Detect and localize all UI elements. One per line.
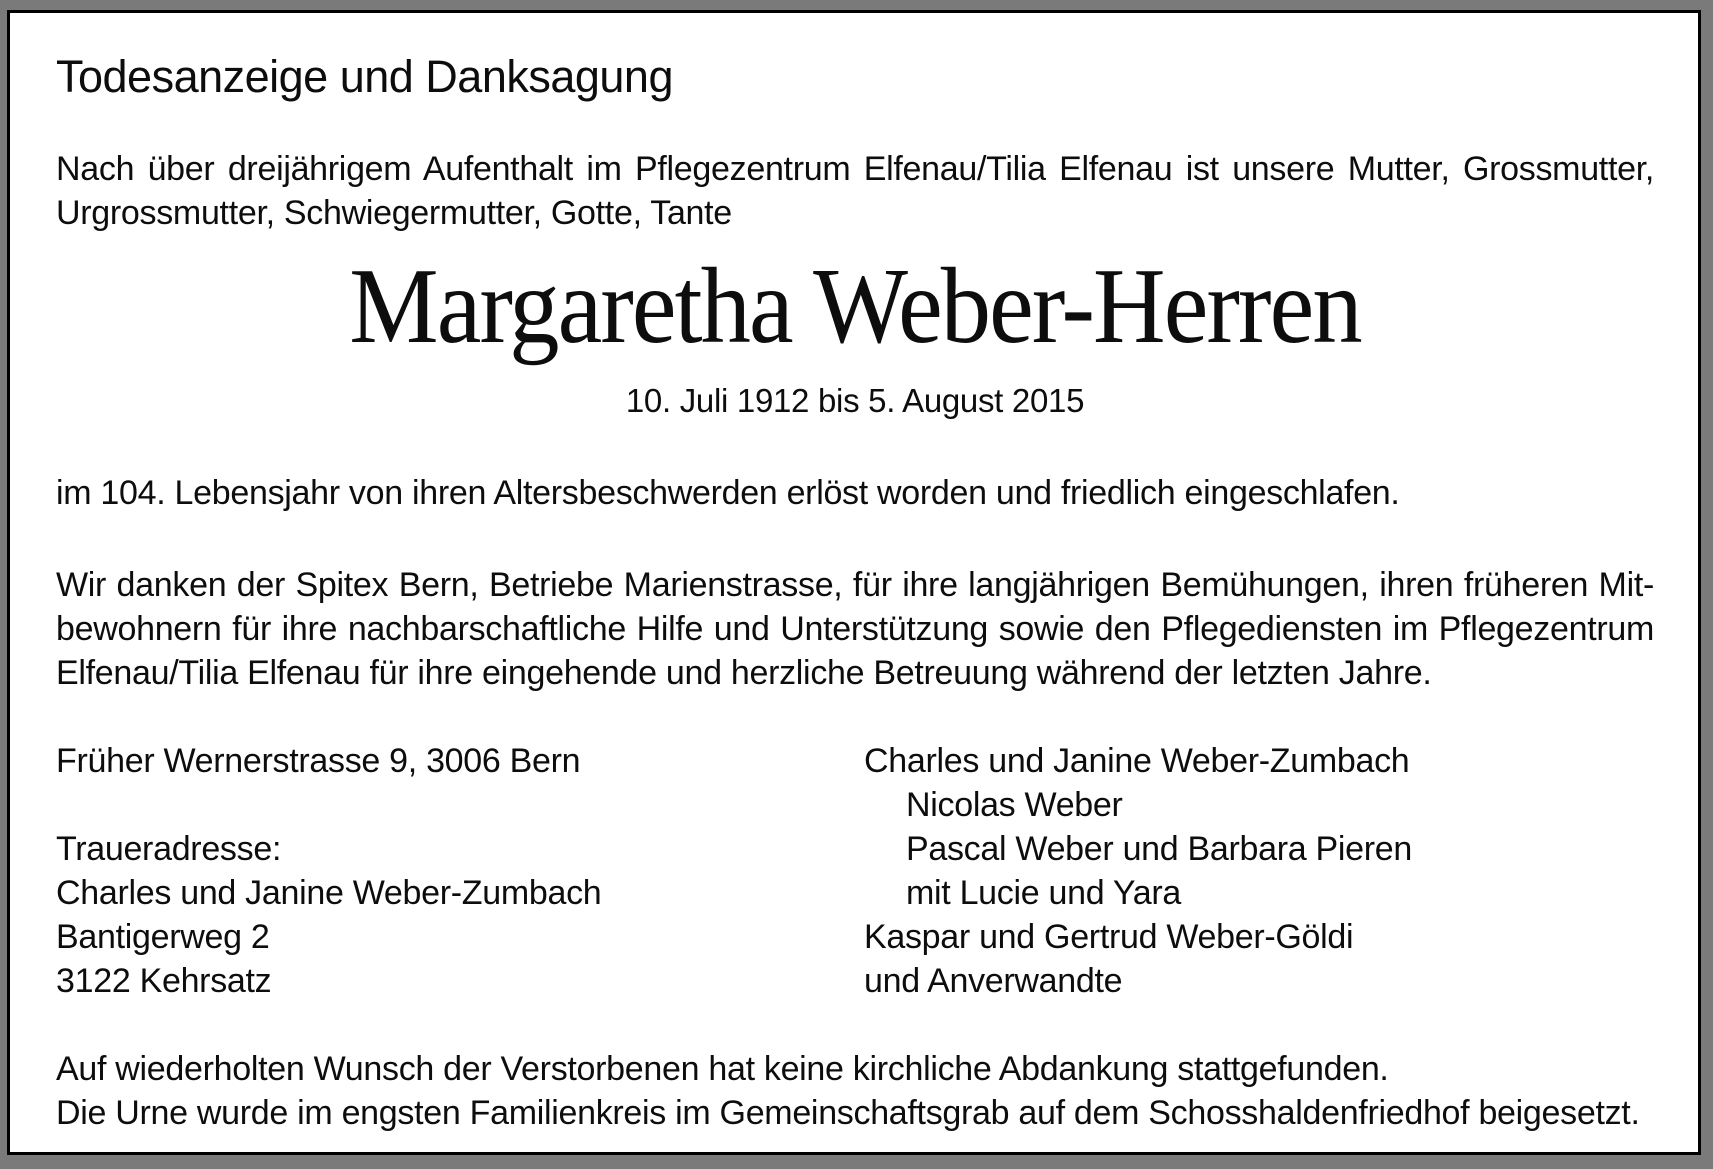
deceased-name: Margaretha Weber-Herren — [349, 247, 1361, 366]
death-note-paragraph — [56, 471, 1654, 515]
text-line: Elfenau/Tilia Elfenau für ihre eingehende und herzliche Betreuung während der letzten Jahre. — [56, 654, 1432, 692]
life-dates: 10. Juli 1912 bis 5. August 2015 — [625, 382, 1085, 419]
text-line: bewohnern für ihre nachbarschaftliche Hilfe und Unterstützung sowie den Pflegediensten im Pflegezentrum — [56, 610, 1654, 648]
text-line: 3122 Kehrsatz — [56, 962, 272, 1000]
text-line: Nicolas Weber — [906, 786, 1123, 824]
text-line: Nach über dreijährigem Aufenthalt im Pflegezentrum Elfenau/Tilia Elfenau ist unsere Mutter, Grossmutter, — [56, 150, 1654, 188]
text-line: Die Urne wurde im engsten Familienkreis im Gemeinschaftsgrab auf dem Schosshaldenfriedhof beigesetzt. — [56, 1094, 1640, 1132]
text-line: Charles und Janine Weber-Zumbach — [56, 874, 602, 912]
notice-title: Todesanzeige und Danksagung — [56, 51, 673, 102]
text-line: Traueradresse: — [56, 830, 282, 868]
thanks-paragraph — [56, 563, 1654, 695]
intro-paragraph — [56, 147, 1654, 235]
text-line: Bantigerweg 2 — [56, 918, 270, 956]
text-line: im 104. Lebensjahr von ihren Altersbeschwerden erlöst worden und friedlich eingeschlafen. — [56, 474, 1400, 512]
text-line: Pascal Weber und Barbara Pieren — [906, 830, 1413, 868]
text-line: Früher Wernerstrasse 9, 3006 Bern — [56, 742, 581, 780]
address-family-columns — [56, 739, 1654, 1003]
text-line: Kaspar und Gertrud Weber-Göldi — [864, 918, 1354, 956]
closing-paragraph — [56, 1047, 1654, 1135]
family-list-column — [864, 739, 1654, 1003]
notice-page — [7, 10, 1701, 1155]
text-line: und Anverwandte — [864, 962, 1123, 1000]
text-line: Wir danken der Spitex Bern, Betriebe Marienstrasse, für ihre langjährigen Bemühungen, ihren früheren Mit- — [56, 566, 1654, 604]
blank-line — [56, 783, 864, 827]
text-line: Urgrossmutter, Schwiegermutter, Gotte, Tante — [56, 194, 732, 232]
text-line: mit Lucie und Yara — [906, 874, 1181, 912]
text-line: Auf wiederholten Wunsch der Verstorbenen hat keine kirchliche Abdankung stattgefunden. — [56, 1050, 1389, 1088]
text-line: Charles und Janine Weber-Zumbach — [864, 742, 1410, 780]
mourning-address-column — [56, 739, 864, 1003]
